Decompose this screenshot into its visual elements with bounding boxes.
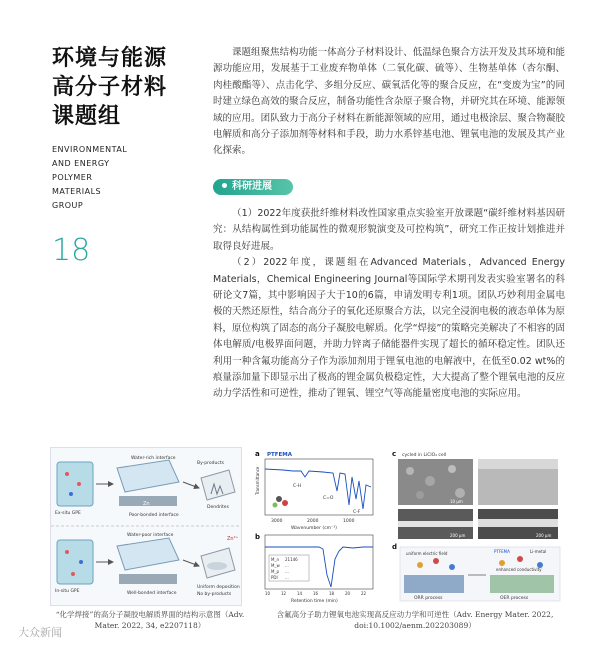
fig3-panel-c: c xyxy=(392,450,397,458)
title-en-line-1: ENVIRONMENTAL xyxy=(52,145,128,154)
fig1-label-insitu: In-situ GPE xyxy=(55,589,80,594)
section-badge-label: 科研进展 xyxy=(232,181,272,192)
fig1-label-byproducts: By-products xyxy=(197,461,224,466)
schematic-svg xyxy=(51,448,241,605)
fig2-table-key-4: PDI xyxy=(271,575,278,580)
progress-paragraph-1: （1）2022年度获批纤维材料改性国家重点实验室开放课题“碳纤维材料基因研究：从结构属性到功能属性的微观形貌演变及可控构筑”，研究工作正按计划推进并取得良好进展。 xyxy=(213,208,565,252)
fig3-scale-2: 200 μm xyxy=(450,533,466,538)
fig2-tick-b-7: 22 xyxy=(361,591,367,596)
fig2-tick-b-4: 16 xyxy=(313,591,319,596)
fig2-tick-a-2: 2000 xyxy=(307,519,319,524)
fig2-table-key-1: M_n xyxy=(271,557,279,562)
figure-interface-schematic xyxy=(50,447,242,606)
fig1-label-water-rich: Water-rich interface xyxy=(131,456,176,461)
figure-sem-schematic xyxy=(390,447,565,604)
fig2-peak-cf: C-F xyxy=(353,510,361,515)
fig2-table-val-2: ... xyxy=(285,563,289,568)
title-line-1: 环境与能源 xyxy=(52,46,168,71)
fig1-label-zn-ion: Zn²⁺ xyxy=(227,536,239,542)
spectra-svg xyxy=(253,447,378,604)
title-line-3: 课题组 xyxy=(52,104,122,129)
fig2-table-key-2: M_w xyxy=(271,563,280,568)
fig3-sem-title: cycled in LiClO₄ cell xyxy=(402,453,447,458)
intro-paragraph: 课题组聚焦结构功能一体高分子材料设计、低温绿色聚合方法开发及其环境和能源功能应用，发展基于工业废弃物单体（二氧化碳、硫等）、生物基单体（杏尔酮、肉桂酸酯等）、点击化学、多组分反应、碳氧活化等的聚合反应，在“变废为宝”的同时建立绿色高效的聚合反应，制备功能性含杂原子聚合物，并研究其在环境、能源领域的应用。团队致力于高分子材料在新能源领域的应用，通过电极涂层、聚合物凝胶电解质和高分子添加剂等材料和手段，助力水系锌基电池、锂氧电池的发展及其产业化探索。 xyxy=(213,47,565,157)
research-progress xyxy=(213,206,565,403)
fig2-tick-b-1: 10 xyxy=(265,591,271,596)
fig3-label-conductivity: enhanced conductivity xyxy=(496,567,542,572)
fig1-label-poor-bonded: Poor-bonded interface xyxy=(129,513,179,518)
fig2-axis-x-b: Retention time (min) xyxy=(291,599,338,604)
fig2-table-key-3: M_p xyxy=(271,569,279,574)
fig2-peak-co: C=O xyxy=(323,496,334,501)
figure-1-caption: “化学焊接”的高分子凝胶电解质界面的结构示意图（Adv. Mater. 2022, 34, e2207118） xyxy=(55,610,245,630)
fig2-table-val-3: ... xyxy=(285,569,289,574)
fig1-label-dendrites: Dendrites xyxy=(207,505,229,510)
fig2-table-val-1: 21146 xyxy=(285,557,298,562)
fig1-label-uniform: Uniform deposition xyxy=(197,585,240,590)
title-english xyxy=(52,143,202,213)
watermark: 大众新闻 xyxy=(18,626,62,639)
fig2-tick-a-1: 3000 xyxy=(271,519,283,524)
fig2-axis-x-a: Wavenumber (cm⁻¹) xyxy=(291,526,337,531)
fig2-tick-a-3: 1000 xyxy=(343,519,355,524)
header-block xyxy=(52,44,202,268)
fig1-label-water-poor: Water-poor interface xyxy=(127,533,174,538)
fig3-scale-3: 200 μm xyxy=(536,533,552,538)
fig3-label-oer: OER process xyxy=(500,596,529,601)
fig1-label-zn: Zn xyxy=(143,501,150,507)
fig1-label-exsitu: Ex-situ GPE xyxy=(55,511,81,516)
page-number: 18 xyxy=(52,233,91,268)
fig2-axis-y-a: Transmittance xyxy=(255,466,260,495)
fig1-label-no-byproducts: No by-products xyxy=(197,592,232,597)
fig3-label-orr: ORR process xyxy=(414,596,443,601)
fig2-panel-a: a xyxy=(255,450,260,458)
badge-dot-icon xyxy=(222,183,227,188)
fig2-polymer-name: PTFEMA xyxy=(267,452,293,458)
progress-paragraph-2: （2）2022年度，课题组在Advanced Materials，Advanced Energy Materials，Chemical Engineering Journal等国际学术期刊发表实验室署名的科研论文7篇，其中影响因子大于10的6篇，申请发明专利1项。团队巧妙利用金属电极的天然还原性，结合高分子的氧化还原聚合方法，以完全浸润电极的液态单体为原料，原位构筑了固态的高分子凝胶电解质。化学“焊接”的策略完美解决了不相容的固体电解质/电极界面问题，并助力锌离子储能器件实现了超长的循环稳定性。团队还利用一种含氟功能高分子作为添加剂用于锂氧电池的电解液中，在低至0.02 wt%的痕量添加量下即显示出了极高的锂金属负极稳定性，大大提高了整个锂氧电池的反应动力学活性和可逆性，推动了锂氧、锂空气等高能量密度电池的实际应用。 xyxy=(213,257,565,400)
fig2-table-val-4: ... xyxy=(285,575,289,580)
title-en-line-2: AND ENERGY xyxy=(52,159,110,168)
fig3-scale-1: 10 μm xyxy=(450,499,463,504)
fig2-tick-b-3: 14 xyxy=(297,591,303,596)
title-en-line-4: MATERIALS xyxy=(52,187,102,196)
section-badge xyxy=(213,179,293,195)
fig2-tick-b-5: 18 xyxy=(329,591,335,596)
figure-2-caption: 含氟高分子助力锂氧电池实现高反应动力学和可逆性（Adv. Energy Mater. 2022, doi:10.1002/aenm.202203089） xyxy=(276,610,554,630)
figure-ptfema-spectra xyxy=(253,447,378,604)
fig1-label-well-bonded: Well-bonded interface xyxy=(127,591,177,596)
sem-svg xyxy=(390,447,565,604)
fig3-label-ptfema: PTFEMA xyxy=(494,549,510,554)
fig3-panel-d: d xyxy=(392,543,398,551)
fig2-peak-ch: C-H xyxy=(293,484,302,489)
title-en-line-5: GROUP xyxy=(52,201,84,210)
title-en-line-3: POLYMER xyxy=(52,173,93,182)
page-title xyxy=(52,44,202,131)
fig2-panel-b: b xyxy=(255,533,261,541)
title-line-2: 高分子材料 xyxy=(52,75,168,100)
fig2-tick-b-2: 12 xyxy=(281,591,287,596)
fig3-label-li-metal: Li-metal xyxy=(530,549,547,554)
fig3-label-field: uniform electric field xyxy=(406,551,448,556)
fig2-tick-b-6: 20 xyxy=(345,591,351,596)
